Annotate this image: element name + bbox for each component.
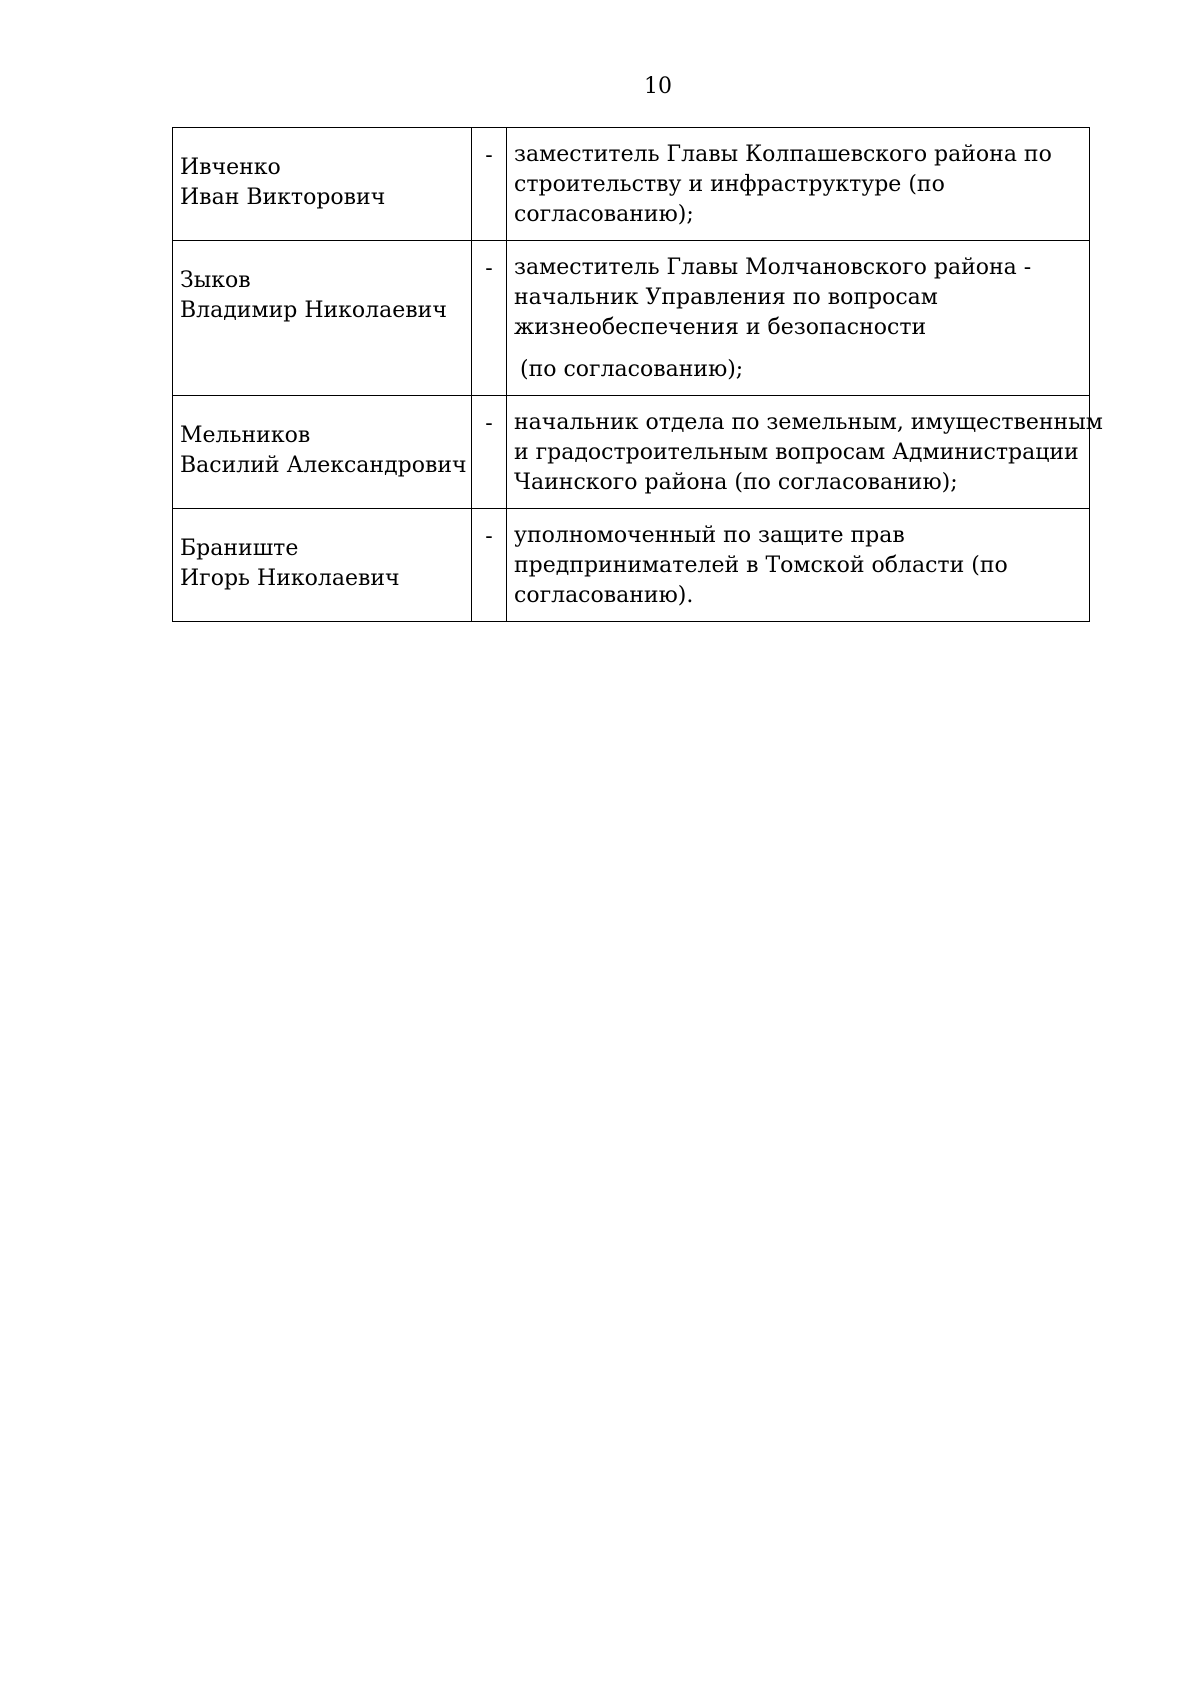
member-surname: Мельников (180, 423, 311, 448)
member-name-cell (173, 509, 472, 622)
table-row (173, 396, 1090, 509)
member-surname: Ивченко (180, 155, 281, 180)
role-line: уполномоченный по защите прав (514, 523, 905, 548)
role-line: и градостроительным вопросам Администрации (514, 440, 1079, 465)
member-given-name: Владимир Николаевич (180, 298, 447, 323)
role-line: жизнеобеспечения и безопасности (514, 315, 927, 340)
role-note: (по согласованию); (520, 357, 744, 382)
role-line: заместитель Главы Колпашевского района по (514, 142, 1052, 167)
member-name-cell (173, 396, 472, 509)
table-row (173, 241, 1090, 396)
dash-cell: - (472, 241, 507, 396)
table-row (173, 128, 1090, 241)
member-surname: Зыков (180, 268, 251, 293)
member-name-cell (173, 241, 472, 396)
member-given-name: Игорь Николаевич (180, 566, 400, 591)
dash-cell: - (472, 128, 507, 241)
member-role-cell (507, 396, 1103, 509)
member-role-cell (507, 241, 1090, 396)
member-name-cell (173, 128, 472, 241)
member-given-name: Иван Викторович (180, 185, 386, 210)
member-role-cell (507, 509, 1090, 622)
role-line: согласованию). (514, 583, 694, 608)
role-line: заместитель Главы Молчановского района - (514, 255, 1032, 280)
role-line: согласованию); (514, 202, 694, 227)
role-line: Чаинского района (по согласованию); (514, 470, 958, 495)
member-surname: Браниште (180, 536, 299, 561)
dash-cell: - (472, 396, 507, 509)
table-row (173, 509, 1090, 622)
member-role-cell (507, 128, 1090, 241)
role-line: начальник отдела по земельным, имущественным (514, 410, 1103, 435)
role-line: строительству и инфраструктуре (по (514, 172, 945, 197)
dash-cell: - (472, 509, 507, 622)
page-number: 10 (644, 74, 672, 99)
role-line: начальник Управления по вопросам (514, 285, 938, 310)
member-given-name: Василий Александрович (180, 453, 467, 478)
members-table (172, 127, 1103, 622)
role-line: предпринимателей в Томской области (по (514, 553, 1008, 578)
